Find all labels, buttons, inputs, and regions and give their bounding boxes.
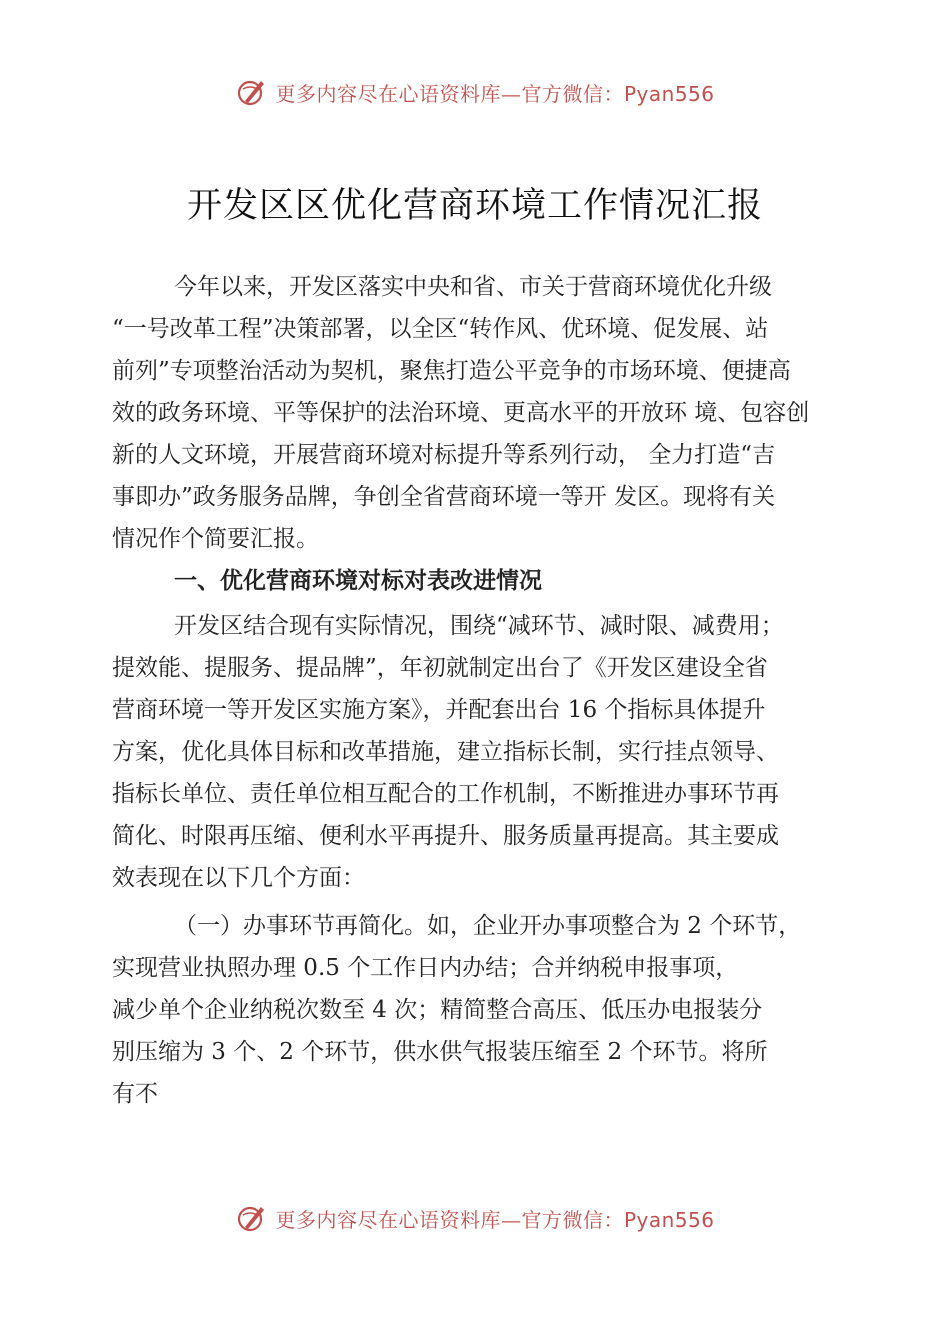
text-line: 实现营业执照办理 0.5 个工作日内办结；合并纳税申报事项， bbox=[112, 955, 739, 981]
text-line: 事即办”政务服务品牌，争创全省营商环境一等开 发区。现将有关 bbox=[112, 484, 776, 510]
text-line: 今年以来，开发区落实中央和省、市关于营商环境优化升级 bbox=[174, 274, 772, 300]
text-line: （一）办事环节再简化。如，企业开办事项整合为 2 个环节， bbox=[174, 913, 802, 939]
text-line: 新的人文环境，开展营商环境对标提升等系列行动， 全力打造“吉 bbox=[112, 442, 776, 468]
watermark-text bbox=[275, 78, 714, 107]
watermark-contact: 官方微信： bbox=[521, 1207, 624, 1232]
text-line: 减少单个企业纳税次数至 4 次；精简整合高压、低压办电报装分 bbox=[112, 997, 763, 1023]
text-line: “一号改革工程”决策部署，以全区“转作风、优环境、促发展、站 bbox=[112, 316, 769, 342]
text-line: 指标长单位、责任单位相互配合的工作机制，不断推进办事环节再 bbox=[112, 781, 779, 807]
watermark-id: Pyan556 bbox=[623, 1207, 715, 1232]
header-watermark bbox=[0, 72, 950, 112]
document-title: 开发区区优化营商环境工作情况汇报 bbox=[186, 186, 763, 226]
watermark-text bbox=[275, 1204, 714, 1233]
text-line: 别压缩为 3 个、2 个环节，供水供气报装压缩至 2 个环节。将所 bbox=[112, 1039, 768, 1065]
text-line: 效表现在以下几个方面： bbox=[112, 865, 365, 891]
watermark-contact: 官方微信： bbox=[521, 81, 624, 106]
text-line: 方案，优化具体目标和改革措施，建立指标长制，实行挂点领导、 bbox=[112, 739, 779, 765]
text-line: 情况作个简要汇报。 bbox=[112, 526, 319, 552]
section-heading bbox=[112, 560, 836, 602]
watermark-main: 更多内容尽在心语资料库 bbox=[275, 1207, 501, 1232]
watermark-id: Pyan556 bbox=[623, 81, 715, 106]
text-line: 有不 bbox=[112, 1081, 158, 1107]
subsection1-paragraph bbox=[112, 905, 836, 1115]
text-line: 营商环境一等开发区实施方案》，并配套出台 16 个指标具体提升 bbox=[112, 697, 766, 723]
text-line: 提效能、提服务、提品牌”，年初就制定出台了《开发区建设全省 bbox=[112, 655, 768, 681]
pen-logo-icon bbox=[235, 75, 269, 109]
footer-watermark bbox=[0, 1198, 950, 1238]
text-line: 效的政务环境、平等保护的法治环境、更高水平的开放环 境、包容创 bbox=[112, 400, 810, 426]
watermark-dash: — bbox=[500, 81, 522, 106]
text-line: 前列”专项整治活动为契机，聚焦打造公平竞争的市场环境、便捷高 bbox=[112, 358, 791, 384]
text-line: 开发区结合现有实际情况，围绕“减环节、减时限、减费用； bbox=[174, 613, 784, 639]
text-line: 简化、时限再压缩、便利水平再提升、服务质量再提高。其主要成 bbox=[112, 823, 779, 849]
watermark-main: 更多内容尽在心语资料库 bbox=[275, 81, 501, 106]
intro-paragraph bbox=[112, 266, 836, 560]
pen-logo-icon bbox=[235, 1201, 269, 1235]
section1-paragraph bbox=[112, 605, 836, 899]
heading-text: 一、优化营商环境对标对表改进情况 bbox=[174, 568, 542, 594]
watermark-dash: — bbox=[500, 1207, 522, 1232]
